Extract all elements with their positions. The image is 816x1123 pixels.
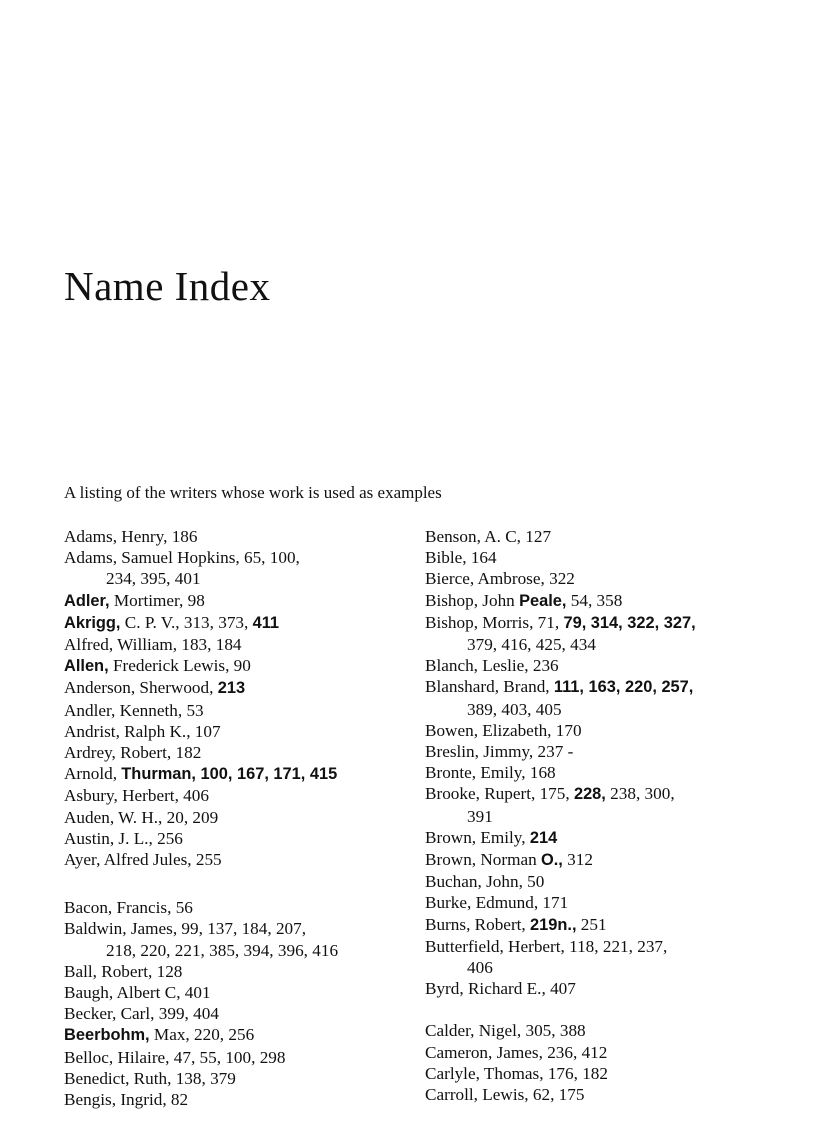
index-entry: Breslin, Jimmy, 237 -	[425, 742, 574, 762]
index-entry: Brooke, Rupert, 175, 228, 238, 300, 391	[425, 784, 675, 826]
index-entry: Byrd, Richard E., 407	[425, 979, 576, 999]
index-entry: Bishop, Morris, 71, 79, 314, 322, 327, 379, 416, 425, 434	[425, 612, 696, 655]
index-entry: Bishop, John Peale, 54, 358	[425, 590, 623, 610]
index-entry: Brown, Emily, 214	[425, 827, 558, 847]
index-entry: Benedict, Ruth, 138, 379	[64, 1068, 236, 1088]
index-entry: Baldwin, James, 99, 137, 184, 207, 218, 220, 221, 385, 394, 396, 416	[64, 919, 339, 960]
index-entry: Baugh, Albert C, 401	[64, 983, 211, 1003]
index-entry: Carlyle, Thomas, 176, 182	[425, 1063, 608, 1083]
index-entry: Austin, J. L., 256	[64, 828, 183, 848]
index-entry: Benson, A. C, 127	[425, 527, 552, 546]
index-entry: Bowen, Elizabeth, 170	[425, 720, 582, 740]
index-entry: Belloc, Hilaire, 47, 55, 100, 298	[64, 1047, 286, 1067]
index-entry: Alfred, William, 183, 184	[64, 635, 242, 655]
index-entry: Asbury, Herbert, 406	[64, 786, 209, 806]
index-entry: Becker, Carl, 399, 404	[64, 1004, 219, 1024]
index-entry: Ayer, Alfred Jules, 255	[64, 850, 222, 870]
index-entry: Blanch, Leslie, 236	[425, 656, 559, 676]
index-entry: Buchan, John, 50	[425, 872, 545, 892]
page-title: Name Index	[64, 263, 271, 309]
index-column-right	[425, 526, 760, 1105]
index-entry: Bacon, Francis, 56	[64, 898, 193, 918]
index-entry: Arnold, Thurman, 100, 167, 171, 415	[64, 764, 338, 784]
index-entry: Allen, Frederick Lewis, 90	[64, 656, 251, 676]
index-entry: Bible, 164	[425, 548, 497, 568]
index-entry: Bronte, Emily, 168	[425, 763, 556, 783]
index-entry: Anderson, Sherwood, 213	[64, 678, 246, 698]
index-entry: Butterfield, Herbert, 118, 221, 237, 406	[425, 936, 668, 978]
index-entry: Andler, Kenneth, 53	[64, 700, 204, 720]
index-entry: Adams, Samuel Hopkins, 65, 100, 234, 395, 401	[64, 548, 300, 589]
index-entry: Andrist, Ralph K., 107	[64, 721, 221, 741]
index-entry: Carroll, Lewis, 62, 175	[425, 1085, 585, 1105]
index-column-left	[64, 526, 394, 1110]
index-entry: Burns, Robert, 219n., 251	[425, 914, 607, 934]
index-entry: Brown, Norman O., 312	[425, 850, 593, 870]
index-entry: Burke, Edmund, 171	[425, 893, 569, 913]
index-entry: Ardrey, Robert, 182	[64, 743, 202, 763]
index-entry: Bierce, Ambrose, 322	[425, 569, 575, 589]
index-entry: Auden, W. H., 20, 209	[64, 807, 219, 827]
index-entry: Calder, Nigel, 305, 388	[425, 1021, 586, 1041]
index-entry: Beerbohm, Max, 220, 256	[64, 1025, 255, 1045]
index-entry: Bengis, Ingrid, 82	[64, 1090, 189, 1110]
index-entry: Blanshard, Brand, 111, 163, 220, 257, 389, 403, 405	[425, 677, 694, 719]
index-entry: Ball, Robert, 128	[64, 961, 183, 981]
index-entry: Adler, Mortimer, 98	[64, 590, 205, 610]
index-entry: Adams, Henry, 186	[64, 527, 198, 546]
index-entry: Cameron, James, 236, 412	[425, 1042, 608, 1062]
index-subtitle: A listing of the writers whose work is used as examples	[64, 483, 442, 502]
index-entry: Akrigg, C. P. V., 313, 373, 411	[64, 612, 280, 632]
